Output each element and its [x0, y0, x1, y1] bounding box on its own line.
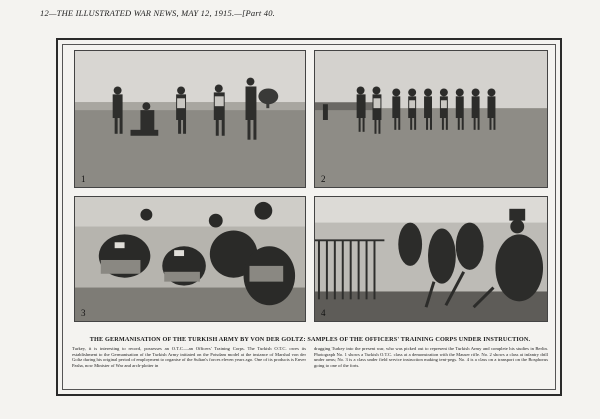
photo-4-number: 4 — [321, 308, 326, 318]
caption-column-left: Turkey, it is interesting to record, possesses an O.T.C.—an Officers' Training Corps. The Turkish O.T.C. owes its establishment to the Germanisation of the Turkish Army initiated on the Potsdam model at the instance of Marshal von der Goltz during his original period of employment to organise of the Sultan's forces eleven years ago. One of its products is Enver Pasha, now Minister of War and arch-plotter in — [72, 346, 306, 368]
page-header: 12—THE ILLUSTRATED WAR NEWS, MAY 12, 1915.—[Part 40. — [40, 8, 275, 18]
photo-3-image — [75, 197, 305, 321]
photo-3 — [74, 196, 306, 322]
photo-3-number: 3 — [81, 308, 86, 318]
photo-4-image — [315, 197, 547, 321]
caption-column-right: dragging Turkey into the present war, who was picked out to represent the Turkish Army and complete his studies in Berlin. Photograph No. 1 shows a Turkish O.T.C. class at a demonstration with the Mauser rifle. No. 2 shows a class at infantry drill under arms; No. 3 is a class under field service instruction making tent-pegs. No. 4 is a class on a transport on the Bosphorus going to one of the forts. — [314, 346, 548, 368]
photo-4 — [314, 196, 548, 322]
caption-title: THE GERMANISATION OF THE TURKISH ARMY BY VON DER GOLTZ: SAMPLES OF THE OFFICERS' TRAINING CORPS UNDER INSTRUCTION. — [89, 336, 531, 343]
photo-1-number: 1 — [81, 174, 86, 184]
photo-2 — [314, 50, 548, 188]
caption-body — [72, 346, 548, 368]
caption — [72, 336, 548, 368]
photo-1-image — [75, 51, 305, 187]
photo-2-number: 2 — [321, 174, 326, 184]
photo-1 — [74, 50, 306, 188]
photo-2-image — [315, 51, 547, 187]
